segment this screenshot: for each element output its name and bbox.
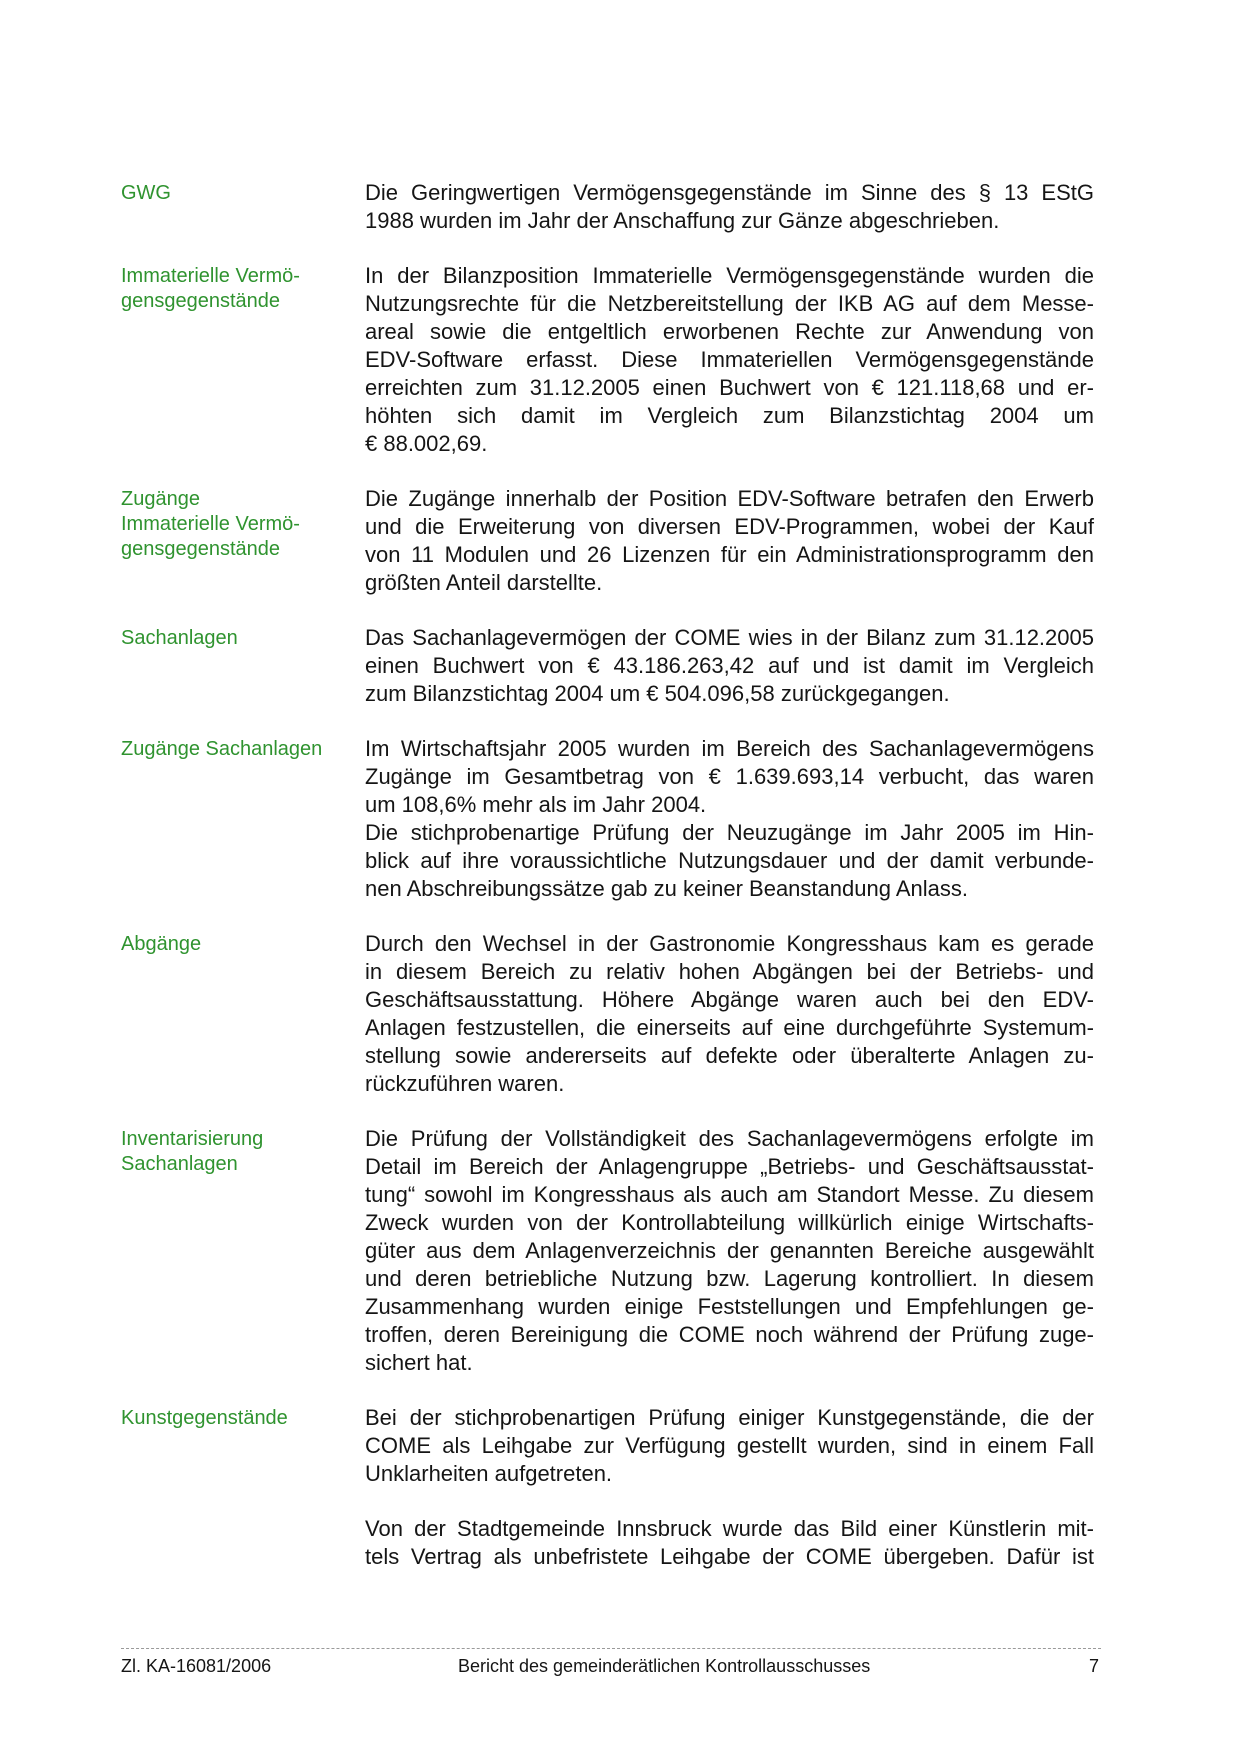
margin-label-line: Immaterielle Vermö- (121, 264, 300, 287)
section-2 (121, 262, 1094, 458)
text-line: Zusammenhang wurden einige Feststellungen und Empfehlungen ge- (365, 1294, 1094, 1319)
paragraph (365, 624, 1094, 708)
paragraph (365, 735, 1094, 819)
margin-label-line: Abgänge (121, 932, 202, 955)
margin-label-line: Sachanlagen (121, 1152, 238, 1175)
text-line: areal sowie die entgeltlich erworbenen Rechte zur Anwendung von (365, 319, 1094, 344)
text-line: Detail im Bereich der Anlagengruppe „Betriebs- und Geschäftsausstat- (365, 1154, 1094, 1179)
text-line: größten Anteil darstellte. (365, 570, 603, 595)
margin-label-line: GWG (121, 181, 171, 204)
text-line: In der Bilanzposition Immaterielle Vermögensgegenstände wurden die (365, 263, 1094, 288)
text-line: Die Prüfung der Vollständigkeit des Sachanlagevermögens erfolgte im (365, 1126, 1094, 1151)
document-body (121, 179, 1094, 1598)
text-line: Durch den Wechsel in der Gastronomie Kongresshaus kam es gerade (365, 931, 1094, 956)
text-line: Die Zugänge innerhalb der Position EDV-Software betrafen den Erwerb (365, 486, 1094, 511)
margin-label-line: Inventarisierung (121, 1127, 264, 1150)
text-line: Bei der stichprobenartigen Prüfung einiger Kunstgegenstände, die der (365, 1405, 1094, 1430)
page-footer (121, 1655, 1101, 1677)
text-block (365, 1125, 1094, 1377)
text-line: Das Sachanlagevermögen der COME wies in der Bilanz zum 31.12.2005 (365, 625, 1094, 650)
margin-label (121, 262, 365, 314)
margin-label (121, 624, 365, 651)
paragraph (365, 930, 1094, 1098)
section-text (365, 485, 1094, 597)
text-line: troffen, deren Bereinigung die COME noch während der Prüfung zuge- (365, 1322, 1094, 1347)
text-block (365, 262, 1094, 458)
text-block (365, 1404, 1094, 1488)
text-line: Zweck wurden von der Kontrollabteilung willkürlich einige Wirtschafts- (365, 1210, 1094, 1235)
text-line: in diesem Bereich zu relativ hohen Abgängen bei der Betriebs- und (365, 959, 1094, 984)
footer-rule (121, 1648, 1101, 1649)
paragraph (365, 819, 1094, 903)
margin-label-line: Zugänge Sachanlagen (121, 737, 323, 760)
text-line: güter aus dem Anlagenverzeichnis der genannten Bereiche ausgewählt (365, 1238, 1094, 1263)
section-1 (121, 179, 1094, 235)
section-8 (121, 1404, 1094, 1571)
section-text (365, 1125, 1094, 1377)
margin-label (121, 179, 365, 206)
text-line: tung“ sowohl im Kongresshaus als auch am Standort Messe. Zu diesem (365, 1182, 1094, 1207)
section-text (365, 624, 1094, 708)
text-line: 1988 wurden im Jahr der Anschaffung zur Gänze abgeschrieben. (365, 208, 1000, 233)
paragraph (365, 179, 1094, 235)
section-7 (121, 1125, 1094, 1377)
text-line: zum Bilanzstichtag 2004 um € 504.096,58 zurückgegangen. (365, 681, 950, 706)
text-line: von 11 Modulen und 26 Lizenzen für ein Administrationsprogramm den (365, 542, 1094, 567)
text-line: Unklarheiten aufgetreten. (365, 1461, 613, 1486)
section-text (365, 262, 1094, 458)
text-line: COME als Leihgabe zur Verfügung gestellt wurden, sind in einem Fall (365, 1433, 1094, 1458)
text-line: nen Abschreibungssätze gab zu keiner Beanstandung Anlass. (365, 876, 968, 901)
text-line: erreichten zum 31.12.2005 einen Buchwert von € 121.118,68 und er- (365, 375, 1094, 400)
text-line: rückzuführen waren. (365, 1071, 565, 1096)
text-line: Nutzungsrechte für die Netzbereitstellung der IKB AG auf dem Messe- (365, 291, 1094, 316)
text-block (365, 179, 1094, 235)
section-5 (121, 735, 1094, 903)
paragraph (365, 1515, 1094, 1571)
text-line: blick auf ihre voraussichtliche Nutzungsdauer und der damit verbunde- (365, 848, 1094, 873)
text-line: Im Wirtschaftsjahr 2005 wurden im Bereich des Sachanlagevermögens (365, 736, 1094, 761)
text-line: € 88.002,69. (365, 431, 488, 456)
section-text (365, 179, 1094, 235)
margin-label-line: gensgegenstände (121, 289, 281, 312)
text-line: sichert hat. (365, 1350, 473, 1375)
margin-label-line: Kunstgegenstände (121, 1406, 288, 1429)
text-block (365, 485, 1094, 597)
text-line: Geschäftsausstattung. Höhere Abgänge waren auch bei den EDV- (365, 987, 1094, 1012)
paragraph (365, 485, 1094, 597)
section-text (365, 735, 1094, 903)
document-reference: Zl. KA-16081/2006 (121, 1656, 272, 1676)
text-line: Zugänge im Gesamtbetrag von € 1.639.693,14 verbucht, das waren (365, 764, 1094, 789)
text-block (365, 1515, 1094, 1571)
text-line: höhten sich damit im Vergleich zum Bilanzstichtag 2004 um (365, 403, 1094, 428)
margin-label-line: Immaterielle Vermö- (121, 512, 300, 535)
report-title: Bericht des gemeinderätlichen Kontrollausschusses (458, 1656, 871, 1676)
text-block (365, 930, 1094, 1098)
paragraph (365, 1404, 1094, 1488)
margin-label (121, 735, 365, 762)
page-number: 7 (1088, 1656, 1099, 1676)
section-3 (121, 485, 1094, 597)
section-text (365, 930, 1094, 1098)
paragraph (365, 1125, 1094, 1377)
text-line: Von der Stadtgemeinde Innsbruck wurde das Bild einer Künstlerin mit- (365, 1516, 1094, 1541)
margin-label-line: Sachanlagen (121, 626, 238, 649)
text-block (365, 735, 1094, 903)
margin-label-line: Zugänge (121, 487, 200, 510)
section-4 (121, 624, 1094, 708)
text-block (365, 624, 1094, 708)
margin-label (121, 1404, 365, 1431)
text-line: Die stichprobenartige Prüfung der Neuzugänge im Jahr 2005 im Hin- (365, 820, 1094, 845)
margin-label (121, 485, 365, 562)
text-line: und die Erweiterung von diversen EDV-Programmen, wobei der Kauf (365, 514, 1094, 539)
margin-label (121, 1125, 365, 1177)
text-line: EDV-Software erfasst. Diese Immateriellen Vermögensgegenstände (365, 347, 1094, 372)
text-line: einen Buchwert von € 43.186.263,42 auf und ist damit im Vergleich (365, 653, 1094, 678)
text-line: um 108,6% mehr als im Jahr 2004. (365, 792, 707, 817)
text-line: tels Vertrag als unbefristete Leihgabe der COME übergeben. Dafür ist (365, 1544, 1094, 1569)
section-6 (121, 930, 1094, 1098)
section-text (365, 1404, 1094, 1571)
margin-label (121, 930, 365, 957)
text-line: stellung sowie andererseits auf defekte oder überalterte Anlagen zu- (365, 1043, 1094, 1068)
text-line: Anlagen festzustellen, die einerseits auf eine durchgeführte Systemum- (365, 1015, 1094, 1040)
text-line: Die Geringwertigen Vermögensgegenstände im Sinne des § 13 EStG (365, 180, 1094, 205)
paragraph (365, 262, 1094, 458)
margin-label-line: gensgegenstände (121, 537, 281, 560)
text-line: und deren betriebliche Nutzung bzw. Lagerung kontrolliert. In diesem (365, 1266, 1094, 1291)
